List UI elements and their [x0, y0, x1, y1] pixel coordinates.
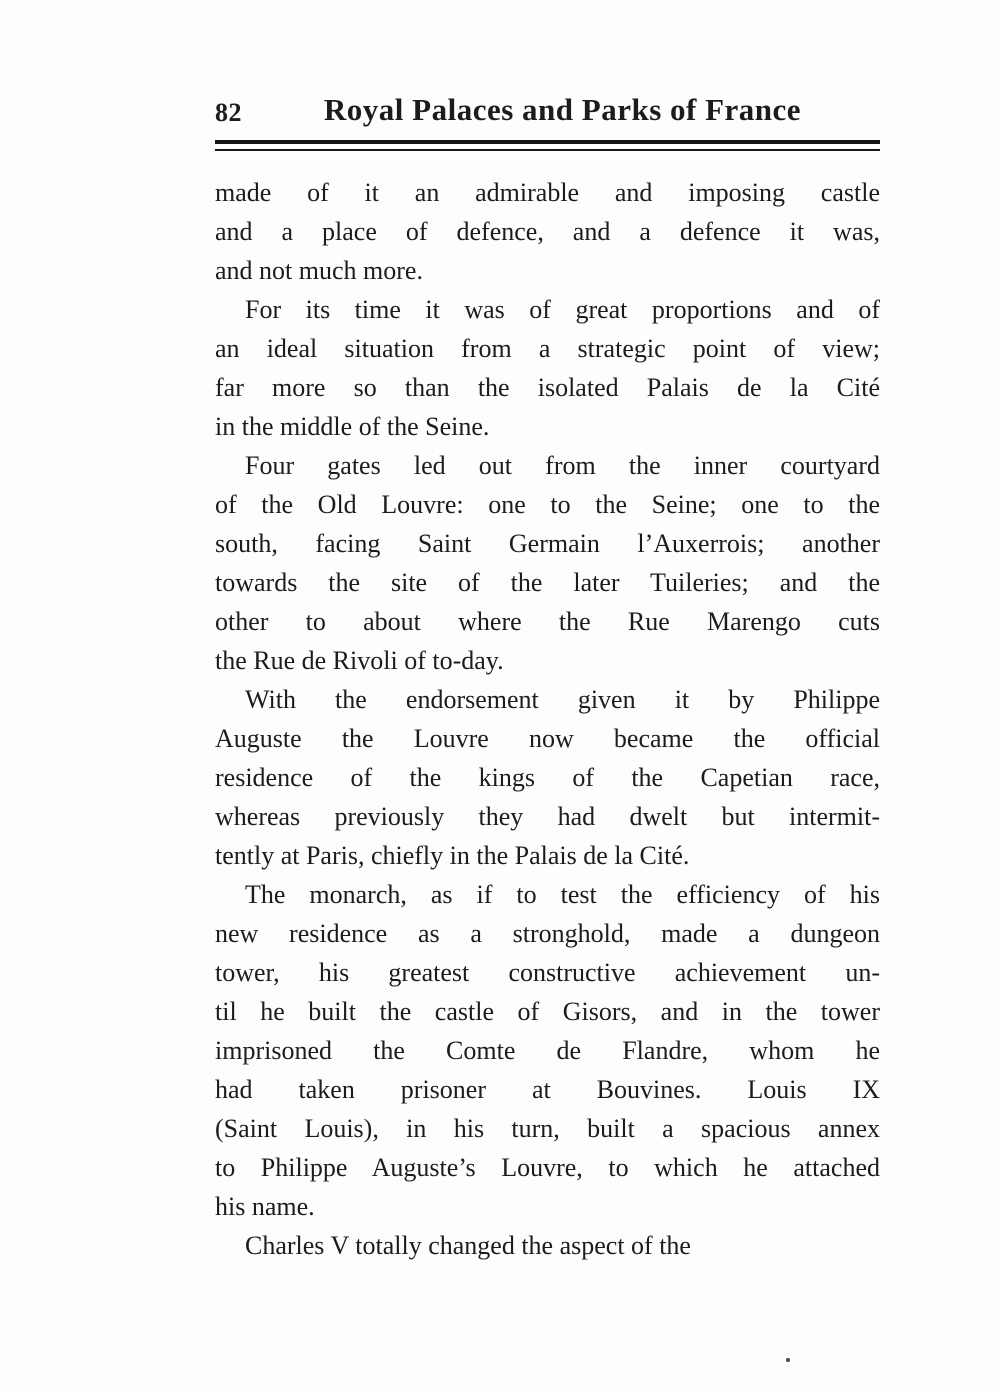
- text-line: made of it an admirable and imposing castle: [215, 178, 880, 207]
- paragraph: [215, 173, 880, 290]
- text-line: tently at Paris, chiefly in the Palais de la Cité.: [215, 841, 690, 870]
- ink-speck: [786, 1358, 790, 1362]
- text-line: and not much more.: [215, 256, 423, 285]
- text-line: in the middle of the Seine.: [215, 412, 490, 441]
- paragraph: [215, 446, 880, 680]
- text-line: For its time it was of great proportions and of: [245, 295, 880, 324]
- text-line: far more so than the isolated Palais de la Cité: [215, 373, 880, 402]
- text-line: Four gates led out from the inner courtyard: [245, 451, 880, 480]
- text-line: The monarch, as if to test the efficiency of his: [245, 880, 880, 909]
- paragraph: [215, 680, 880, 875]
- text-line: had taken prisoner at Bouvines. Louis IX: [215, 1075, 880, 1104]
- text-line: to Philippe Auguste’s Louvre, to which he attached: [215, 1153, 880, 1182]
- text-line: til he built the castle of Gisors, and in the tower: [215, 997, 880, 1026]
- header-rule: [215, 140, 880, 151]
- text-line: whereas previously they had dwelt but intermit-: [215, 802, 880, 831]
- text-line: tower, his greatest constructive achievement un-: [215, 958, 880, 987]
- text-line: the Rue de Rivoli of to-day.: [215, 646, 504, 675]
- text-line: towards the site of the later Tuileries; and the: [215, 568, 880, 597]
- text-line: new residence as a stronghold, made a dungeon: [215, 919, 880, 948]
- paragraph: [215, 290, 880, 446]
- text-line: residence of the kings of the Capetian race,: [215, 763, 880, 792]
- text-line: Charles V totally changed the aspect of the: [245, 1231, 691, 1260]
- text-line: his name.: [215, 1192, 315, 1221]
- text-line: imprisoned the Comte de Flandre, whom he: [215, 1036, 880, 1065]
- text-line: Auguste the Louvre now became the official: [215, 724, 880, 753]
- text-line: and a place of defence, and a defence it was,: [215, 217, 880, 246]
- body-text: [215, 173, 880, 1265]
- page-header: [215, 92, 880, 132]
- text-line: other to about where the Rue Marengo cuts: [215, 607, 880, 636]
- text-line: With the endorsement given it by Philippe: [245, 685, 880, 714]
- page-title: Royal Palaces and Parks of France: [323, 92, 802, 127]
- text-line: an ideal situation from a strategic point of view;: [215, 334, 880, 363]
- paragraph: [215, 1226, 880, 1265]
- text-line: (Saint Louis), in his turn, built a spacious annex: [215, 1114, 880, 1143]
- paragraph: [215, 875, 880, 1226]
- text-block: [215, 92, 880, 1265]
- text-line: of the Old Louvre: one to the Seine; one to the: [215, 490, 880, 519]
- page-number: 82: [215, 98, 242, 127]
- text-line: south, facing Saint Germain l’Auxerrois; another: [215, 529, 880, 558]
